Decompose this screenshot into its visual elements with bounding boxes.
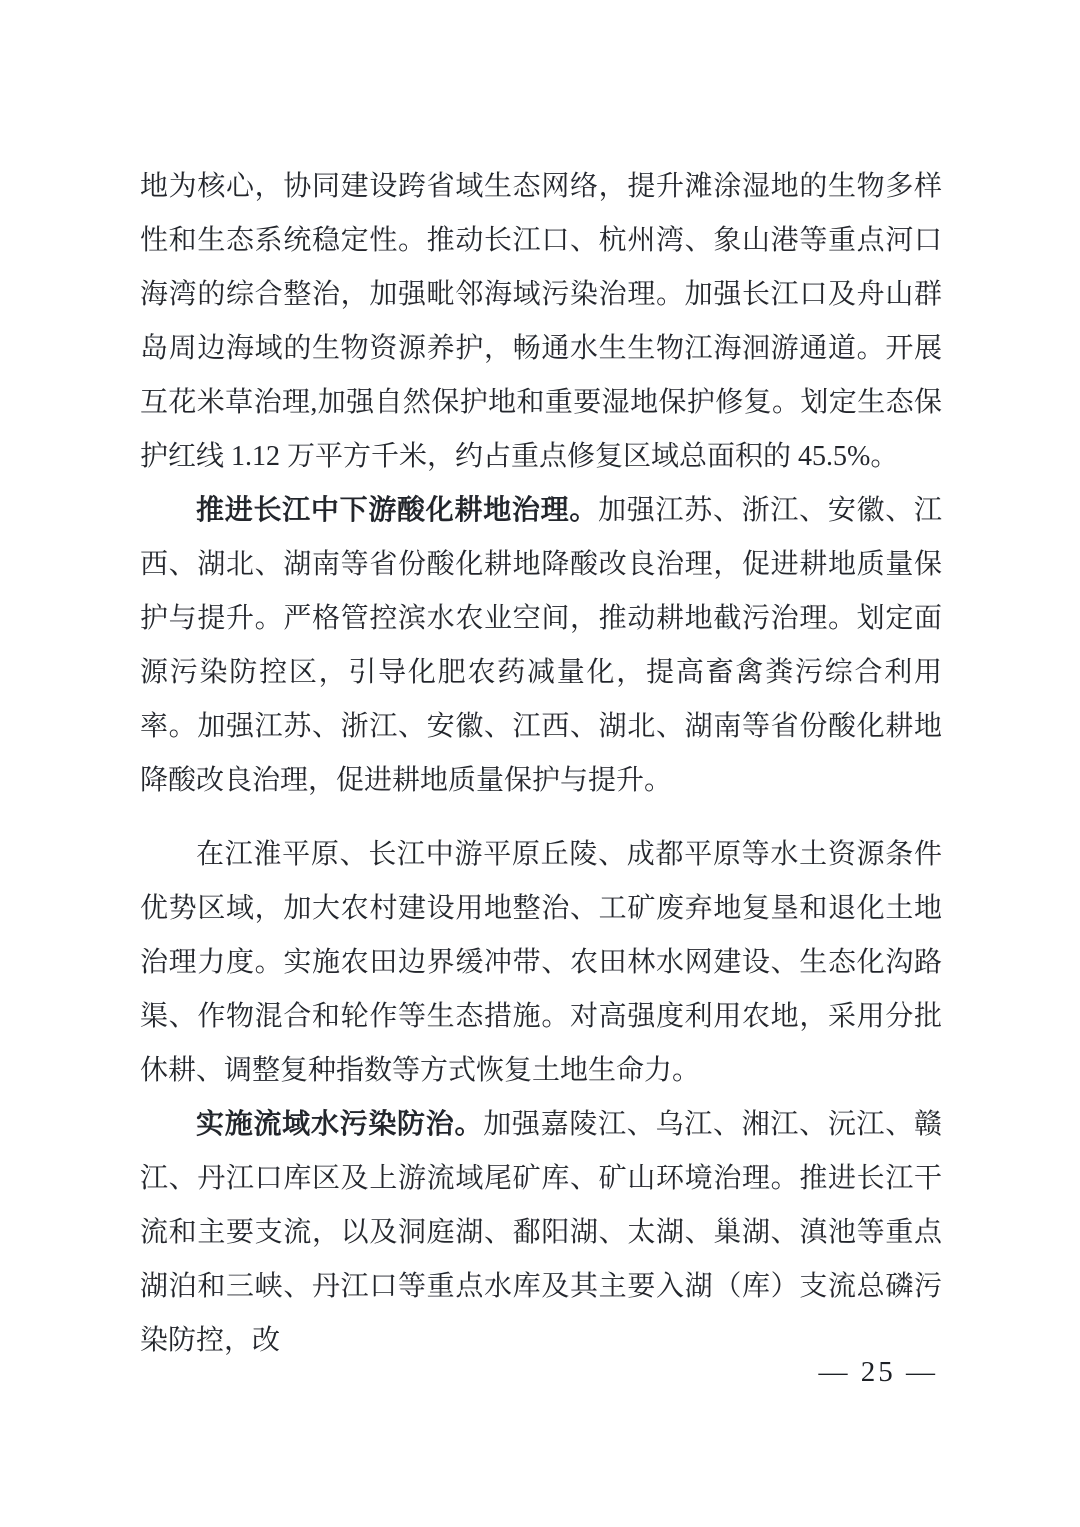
para-acidified-farmland (140, 484, 942, 808)
paragraph-text: 在江淮平原、长江中游平原丘陵、成都平原等水土资源条件优势区域，加大农村建设用地整治、工矿废弃地复垦和退化土地治理力度。实施农田边界缓冲带、农田林水网建设、生态化沟路渠、作物混合和轮作等生态措施。对高强度利用农地，采用分批休耕、调整复种指数等方式恢复土地生命力。 (140, 839, 942, 1086)
para-coastal-ecology-continuation (140, 160, 942, 484)
para-land-consolidation (140, 828, 942, 1098)
page-number: — 25 — (818, 1356, 938, 1388)
paragraph-text: 地为核心，协同建设跨省域生态网络，提升滩涂湿地的生物多样性和生态系统稳定性。推动长江口、杭州湾、象山港等重点河口海湾的综合整治，加强毗邻海域污染治理。加强长江口及舟山群岛周边海域的生物资源养护，畅通水生生物江海洄游通道。开展互花米草治理,加强自然保护地和重要湿地保护修复。划定生态保护红线 1.12 万平方千米，约占重点修复区域总面积的 45.5%。 (140, 171, 942, 472)
para-basin-water-pollution (140, 1098, 942, 1368)
paragraph-lead-bold: 实施流域水污染防治。 (196, 1109, 484, 1140)
paragraph-text: 加强嘉陵江、乌江、湘江、沅江、赣江、丹江口库区及上游流域尾矿库、矿山环境治理。推进长江干流和主要支流，以及洞庭湖、鄱阳湖、太湖、巢湖、滇池等重点湖泊和三峡、丹江口等重点水库及其主要入湖（库）支流总磷污染防控，改 (140, 1109, 942, 1356)
paragraph-lead-bold: 推进长江中下游酸化耕地治理。 (196, 495, 599, 526)
document-body (140, 160, 942, 1368)
paragraph-text: 加强江苏、浙江、安徽、江西、湖北、湖南等省份酸化耕地降酸改良治理，促进耕地质量保护与提升。严格管控滨水农业空间，推动耕地截污治理。划定面源污染防控区，引导化肥农药减量化，提高畜禽粪污综合利用率。加强江苏、浙江、安徽、江西、湖北、湖南等省份酸化耕地降酸改良治理，促进耕地质量保护与提升。 (140, 495, 942, 796)
